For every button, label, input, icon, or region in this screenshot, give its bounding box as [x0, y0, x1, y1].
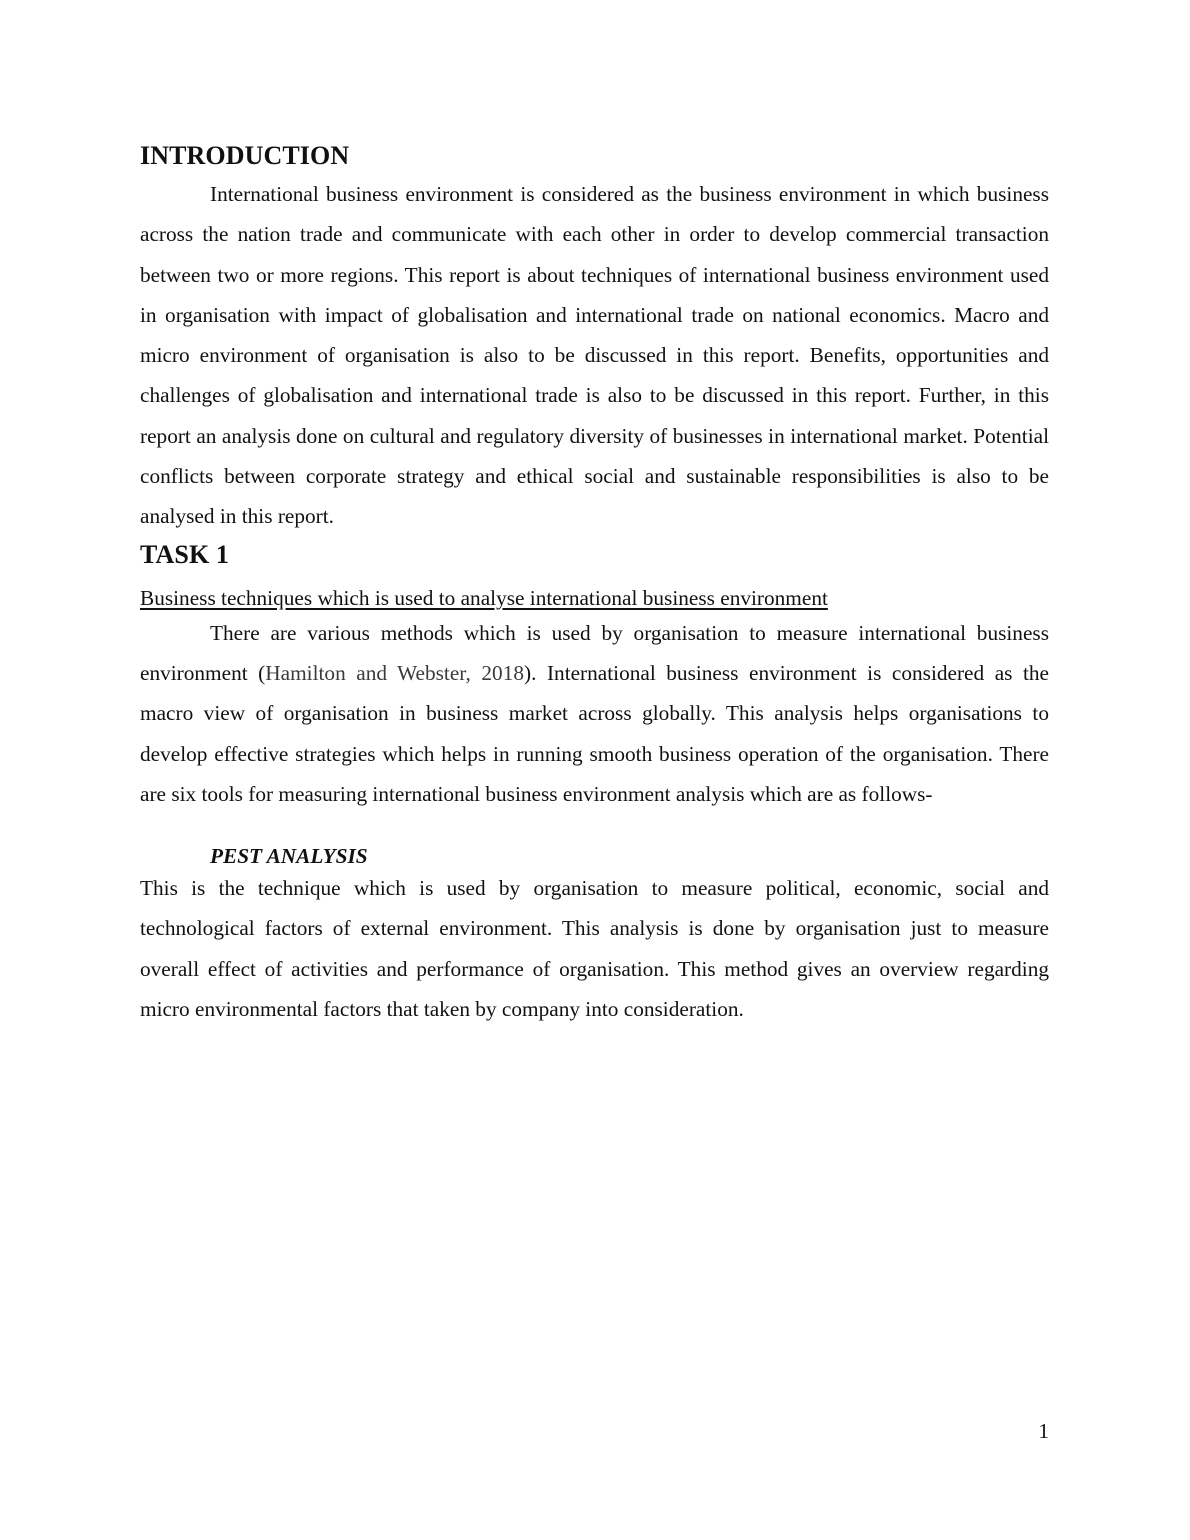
pest-analysis-paragraph: This is the technique which is used by organisation to measure political, economic, social and technological factors of external environment. This analysis is done by organisation just to measure overall effect of activities and performance of organisation. This method gives an overview regarding micro environmental factors that taken by company into consideration.: [140, 876, 1049, 1022]
task-1-subheading: Business techniques which is used to analyse international business environment: [140, 585, 828, 610]
citation-reference: Hamilton and Webster, 2018: [265, 660, 524, 685]
task-1-paragraph-text-end: ). International business environment is considered as the macro view of organisation in business market across globally. This analysis helps organisations to develop effective strategies which helps in running smooth business operation of the organisation. There are six tools for measuring international business environment analysis which are as follows-: [140, 660, 1049, 806]
task-1-paragraph: [140, 613, 1049, 814]
introduction-heading: INTRODUCTION: [140, 141, 350, 170]
page-number: 1: [1038, 1419, 1049, 1443]
pest-analysis-heading: PEST ANALYSIS: [210, 844, 368, 869]
introduction-paragraph: International business environment is considered as the business environment in which business across the nation trade and communicate with each other in order to develop commercial transaction between two or more regions. This report is about techniques of international business environment used in organisation with impact of globalisation and international trade on national economics. Macro and micro environment of organisation is also to be discussed in this report. Benefits, opportunities and challenges of globalisation and international trade is also to be discussed in this report. Further, in this report an analysis done on cultural and regulatory diversity of businesses in international market. Potential conflicts between corporate strategy and ethical social and sustainable responsibilities is also to be analysed in this report.: [140, 182, 1049, 529]
page-content: [140, 138, 1049, 1029]
task-1-paragraph-text-start: There are various methods which is used by organisation to measure international business environment (: [140, 620, 1049, 685]
task-1-heading: TASK 1: [140, 539, 229, 569]
